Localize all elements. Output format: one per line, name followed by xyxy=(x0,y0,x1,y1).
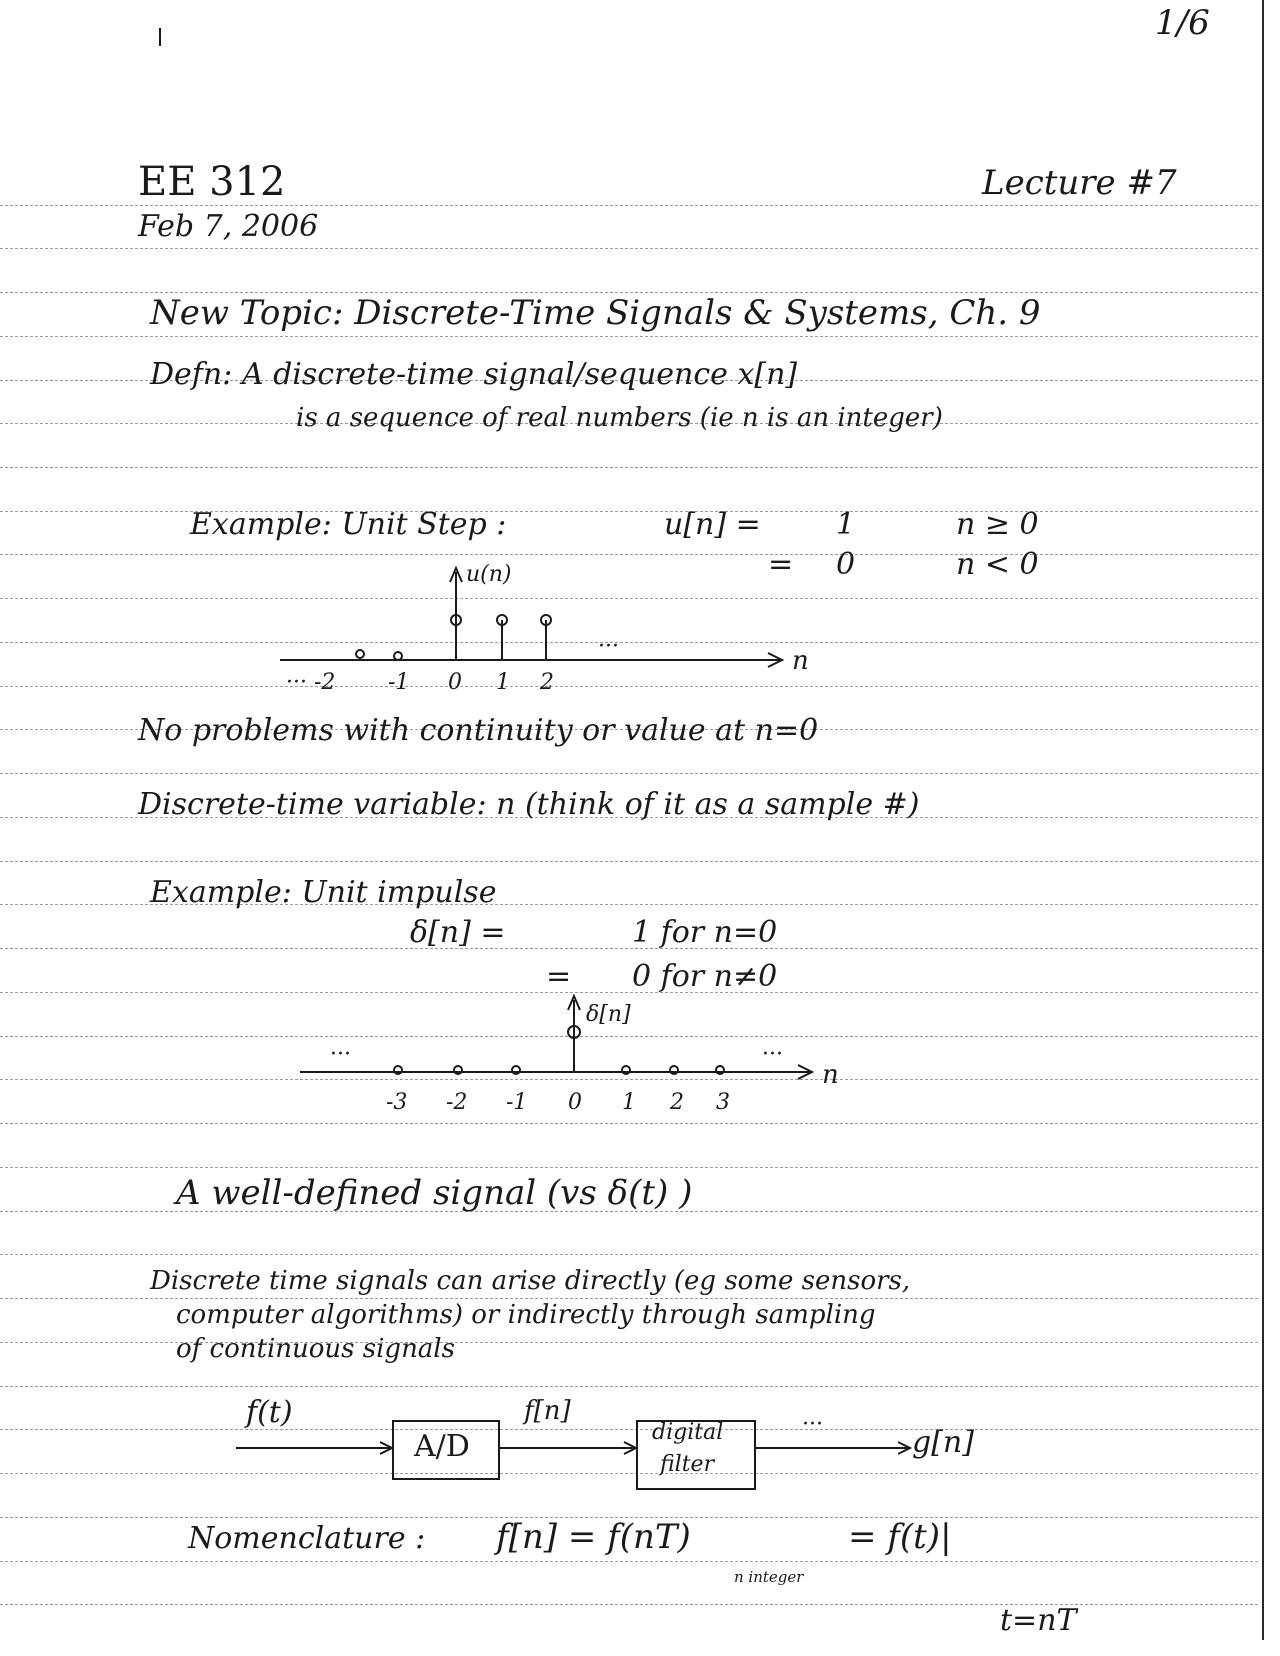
impulse-tick-1: 1 xyxy=(622,1090,636,1115)
nomenclature-eval-point: t=nT xyxy=(1000,1603,1077,1638)
ruled-line xyxy=(0,205,1258,206)
unit-step-plot xyxy=(280,560,840,710)
nomenclature-equation-2: = f(t)| xyxy=(848,1517,952,1557)
impulse-tick-3: 3 xyxy=(716,1090,730,1115)
block-output: g[n] xyxy=(912,1425,974,1460)
adc-block-label: A/D xyxy=(414,1429,470,1464)
unit-step-eq2-lhs: = xyxy=(768,547,794,582)
unit-impulse-eq2-lhs: = xyxy=(546,959,572,994)
ruled-line xyxy=(0,1298,1258,1299)
definition-line-2: is a sequence of real numbers (ie n is an integer) xyxy=(296,403,943,433)
ruled-line xyxy=(0,861,1258,862)
step-tick-0: 0 xyxy=(448,670,462,695)
impulse-ellipsis-right: ··· xyxy=(762,1042,783,1067)
course-title: EE 312 xyxy=(138,159,286,205)
unit-impulse-plot-label: δ[n] xyxy=(586,1002,631,1027)
unit-step-heading: Example: Unit Step : xyxy=(190,507,507,542)
step-tick-neg2: ··· -2 xyxy=(286,670,336,695)
nomenclature-subscript: n integer xyxy=(734,1568,804,1586)
ruled-line xyxy=(0,1386,1258,1387)
topic-line: New Topic: Discrete-Time Signals & Systems, Ch. 9 xyxy=(150,293,1041,333)
definition-line-1: Defn: A discrete-time signal/sequence x[n] xyxy=(150,357,798,392)
arise-line-3: of continuous signals xyxy=(176,1334,455,1364)
unit-impulse-eq1-rhs: 1 for n=0 xyxy=(632,915,778,950)
nomenclature-equation: f[n] = f(nT) xyxy=(496,1517,691,1557)
unit-impulse-eq1-lhs: δ[n] = xyxy=(410,915,506,950)
lecture-number: Lecture #7 xyxy=(982,163,1177,203)
ruled-line xyxy=(0,554,1258,555)
unit-step-eq1-lhs: u[n] = xyxy=(664,507,761,542)
step-tick-neg1: -1 xyxy=(388,670,410,695)
impulse-tick-0: 0 xyxy=(568,1090,582,1115)
block-input: f(t) xyxy=(246,1395,293,1430)
ruled-line xyxy=(0,948,1258,949)
block-diagram-arrows xyxy=(200,1420,960,1480)
unit-step-eq1-value: 1 xyxy=(836,507,856,542)
impulse-tick-neg2: -2 xyxy=(446,1090,468,1115)
step-samples xyxy=(356,615,551,660)
continuity-note: No problems with continuity or value at n=0 xyxy=(138,713,819,748)
impulse-tick-neg3: -3 xyxy=(386,1090,408,1115)
impulse-ellipsis-left: ··· xyxy=(330,1042,351,1067)
ruled-line xyxy=(0,1167,1258,1168)
unit-step-ellipsis: ··· xyxy=(598,634,619,659)
arise-line-2: computer algorithms) or indirectly through sampling xyxy=(176,1300,876,1330)
unit-impulse-heading: Example: Unit impulse xyxy=(150,875,497,910)
impulse-tick-2: 2 xyxy=(670,1090,684,1115)
well-defined-note: A well-defined signal (vs δ(t) ) xyxy=(176,1173,693,1213)
lecture-date: Feb 7, 2006 xyxy=(138,209,319,244)
step-tick-1: 1 xyxy=(496,670,510,695)
block-mid-signal: f[n] xyxy=(524,1396,571,1426)
ruled-line xyxy=(0,511,1258,512)
ruled-line xyxy=(0,1123,1258,1124)
digital-filter-label-1: digital xyxy=(652,1420,724,1445)
page-number: 1/6 xyxy=(1155,3,1210,43)
digital-filter-label-2: filter xyxy=(660,1452,715,1477)
step-tick-2: 2 xyxy=(540,670,554,695)
ruled-line xyxy=(0,1254,1258,1255)
unit-step-plot-label: u(n) xyxy=(466,562,512,587)
unit-step-axis-var: n xyxy=(792,646,809,676)
unit-step-eq1-condition: n ≥ 0 xyxy=(956,507,1039,542)
arise-line-1: Discrete time signals can arise directly (eg some sensors, xyxy=(150,1266,911,1296)
margin-line xyxy=(1262,0,1264,1640)
variable-note: Discrete-time variable: n (think of it as a sample #) xyxy=(138,787,920,822)
unit-impulse-eq2-rhs: 0 for n≠0 xyxy=(632,959,778,994)
ruled-line xyxy=(0,248,1258,249)
block-ellipsis: ··· xyxy=(802,1412,823,1437)
nomenclature-label: Nomenclature : xyxy=(188,1521,426,1556)
unit-step-eq2-condition: n < 0 xyxy=(956,547,1039,582)
ruled-line xyxy=(0,336,1258,337)
unit-step-eq2-value: 0 xyxy=(836,547,856,582)
ruled-line xyxy=(0,773,1258,774)
ruled-line xyxy=(0,1561,1258,1562)
impulse-tick-neg1: -1 xyxy=(506,1090,528,1115)
step-sample-neg1 xyxy=(394,652,402,660)
ruled-line xyxy=(0,467,1258,468)
step-sample-neg2 xyxy=(356,650,364,658)
unit-impulse-axis-var: n xyxy=(822,1060,839,1090)
stray-mark xyxy=(158,28,162,48)
